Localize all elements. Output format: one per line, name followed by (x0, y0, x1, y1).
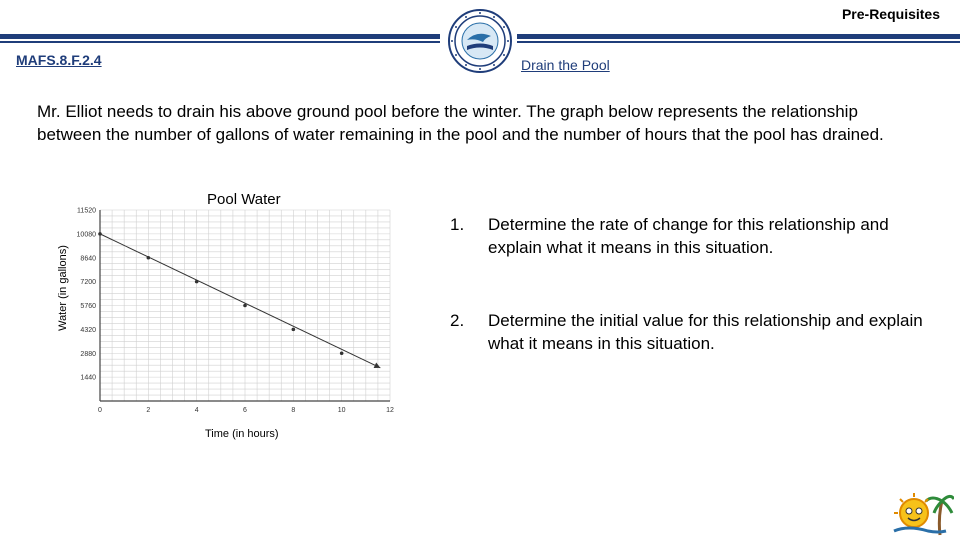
question-2 (450, 309, 930, 355)
y-tick-label: 10080 (76, 231, 96, 239)
header-rule-left-thick (0, 34, 440, 39)
y-tick-label: 8640 (80, 255, 96, 263)
y-tick-label: 2880 (80, 350, 96, 358)
data-point (195, 280, 199, 284)
question-1-text: Determine the rate of change for this relationship and explain what it means in this situation. (488, 215, 889, 257)
x-tick-label: 10 (337, 407, 346, 414)
chart-x-axis-label: Time (in hours) (205, 428, 279, 440)
school-seal-logo (447, 8, 513, 74)
standard-link[interactable]: MAFS.8.F.2.4 (16, 52, 102, 68)
chart-y-axis-label: Water (in gallons) (57, 245, 69, 331)
y-tick-label: 7200 (80, 279, 96, 287)
header-rule-right-thin (517, 41, 960, 43)
y-tick-label: 11520 (77, 207, 96, 215)
header-rule-left-thin (0, 41, 440, 43)
x-tick-label: 4 (194, 407, 199, 414)
x-tick-label: 12 (386, 407, 394, 414)
question-1 (450, 213, 930, 259)
data-point (340, 351, 344, 355)
mascot-logo (888, 487, 954, 537)
page-header-title: Pre-Requisites (841, 6, 940, 22)
series-line (100, 234, 380, 368)
chart-title: Pool Water (207, 191, 281, 208)
question-1-number: 1. (450, 215, 465, 234)
x-tick-label: 8 (291, 407, 296, 414)
data-point (243, 304, 247, 308)
x-tick-label: 6 (243, 407, 247, 414)
x-tick-label: 0 (98, 407, 102, 414)
data-point (147, 256, 151, 260)
data-point (98, 232, 102, 236)
question-2-text: Determine the initial value for this relationship and explain what it means in this situation. (488, 311, 923, 353)
chart-svg (50, 190, 410, 425)
y-tick-label: 5760 (80, 303, 96, 310)
y-tick-label: 1440 (80, 374, 96, 382)
question-2-number: 2. (450, 311, 465, 330)
data-point (292, 328, 296, 332)
y-tick-label: 4320 (80, 326, 96, 334)
x-tick-label: 2 (146, 407, 151, 414)
lesson-title-link[interactable]: Drain the Pool (521, 57, 610, 73)
chart-area (50, 190, 410, 445)
header-rule-right-thick (517, 34, 960, 39)
problem-text: Mr. Elliot needs to drain his above ground pool before the winter. The graph below represents the relationship between the number of gallons of water remaining in the pool and the number of hours that the pool has drained. (37, 102, 884, 144)
